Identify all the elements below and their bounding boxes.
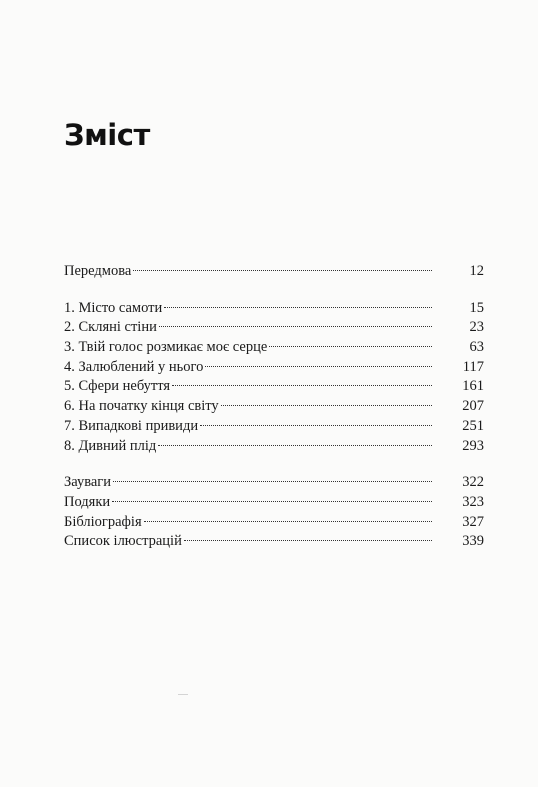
toc-entry-page: 323 xyxy=(462,493,484,510)
toc-entry-page: 63 xyxy=(469,339,484,356)
toc-entry xyxy=(64,299,484,319)
toc-group-preface xyxy=(64,262,484,282)
dot-leader xyxy=(172,385,432,386)
toc-entry xyxy=(64,318,484,338)
dot-leader xyxy=(158,445,432,446)
dot-leader xyxy=(184,540,432,541)
toc-entry-title: Список ілюстрацій xyxy=(64,533,182,550)
dot-leader xyxy=(269,346,432,347)
toc-entry xyxy=(64,513,484,533)
dot-leader xyxy=(133,270,432,271)
toc-entry-title: Передмова xyxy=(64,263,132,279)
dot-leader xyxy=(221,405,432,406)
toc-entry-page: 15 xyxy=(469,299,484,316)
dot-leader xyxy=(200,425,432,426)
toc-entry-page: 12 xyxy=(469,263,484,279)
toc-entry-page: 207 xyxy=(462,398,484,415)
toc-group-chapters xyxy=(64,299,484,457)
dot-leader xyxy=(159,326,432,327)
toc-entry-page: 339 xyxy=(462,533,484,550)
dot-leader xyxy=(164,307,432,308)
toc-entry xyxy=(64,417,484,437)
toc-entry xyxy=(64,397,484,417)
toc-entry-page: 23 xyxy=(469,319,484,336)
toc-entry-page: 251 xyxy=(462,417,484,434)
toc-entry-page: 322 xyxy=(462,474,484,491)
toc-entry-page: 293 xyxy=(462,437,484,454)
toc-entry-title: Бібліографія xyxy=(64,513,142,530)
scan-speck xyxy=(178,694,188,695)
toc-group-backmatter xyxy=(64,473,484,552)
toc-entry-title: Зауваги xyxy=(64,474,112,491)
toc-entry-title: 1. Місто самоти xyxy=(64,299,163,316)
page-title: Зміст xyxy=(64,118,150,152)
dot-leader xyxy=(112,501,432,502)
toc-entry-title: 8. Дивний плід xyxy=(64,437,157,454)
toc-entry xyxy=(64,493,484,513)
toc-entry xyxy=(64,262,484,282)
toc-entry-title: 5. Сфери небуття xyxy=(64,378,171,395)
toc-entry-title: 7. Випадкові привиди xyxy=(64,417,199,434)
toc-entry-title: 2. Скляні стіни xyxy=(64,319,157,336)
toc-entry-page: 161 xyxy=(462,378,484,395)
toc-entry-page: 327 xyxy=(462,513,484,530)
toc-entry xyxy=(64,377,484,397)
toc-entry xyxy=(64,473,484,493)
toc-entry xyxy=(64,437,484,457)
dot-leader xyxy=(144,521,432,522)
toc-entry xyxy=(64,358,484,378)
toc-entry-title: 6. На початку кінця світу xyxy=(64,398,219,415)
table-of-contents xyxy=(64,262,484,552)
toc-entry-title: 4. Залюблений у нього xyxy=(64,358,204,375)
toc-entry xyxy=(64,532,484,552)
toc-entry xyxy=(64,338,484,358)
toc-entry-title: Подяки xyxy=(64,493,111,510)
dot-leader xyxy=(113,481,432,482)
dot-leader xyxy=(205,366,432,367)
toc-entry-title: 3. Твій голос розмикає моє серце xyxy=(64,339,268,356)
toc-entry-page: 117 xyxy=(462,358,484,375)
